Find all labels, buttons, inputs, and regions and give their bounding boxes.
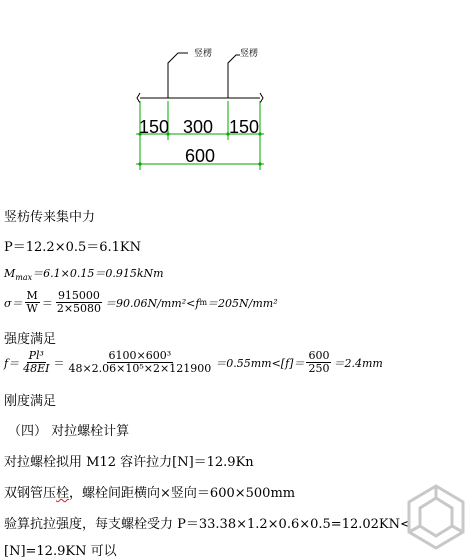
dim-300: 300 [182,117,214,137]
equation-mmax: $M_{max}=6.1\times 0.15=0.915kNm$ [4,267,164,283]
heading-concentrated-force: 竖枋传来集中力 [4,210,96,225]
equation-deflection: f＝ $\frac{\text{Pl³}}{48EI}$ ＝ $\frac{\text{6100×600³}}{\text{48×2.06×10⁵×2×121900}}$ ＝0.55mm<[f]＝ $\frac{600}{250}$ ＝2.4mm [4,349,383,375]
bolt-spec: 对拉螺栓拟用 M12 容许拉力[N]＝12.9Kn [4,455,254,470]
watermark-logo [401,482,471,552]
label-left: 竖楞 [194,48,213,58]
stiffness-ok: 刚度满足 [4,394,57,409]
dim-150-right: 150 [228,117,260,137]
tension-check: 验算抗拉强度，每支螺栓受力 P＝33.38×1.2×0.6×0.5=12.02KN< [4,517,411,532]
leader-right [228,55,240,98]
final-result: [N]=12.9KN 可以 [4,544,117,559]
equation-p: P＝12.2×0.5＝6.1KN [4,240,142,255]
label-right: 竖楞 [240,48,259,58]
equation-sigma: σ＝ $\frac{M}{W}$ ＝ $\frac{915000}{2\times 5080}$ ＝90.06N/mm²<f m ＝205N/mm² [4,289,278,315]
bolt-spacing: 双钢管压栓，螺栓间距横向×竖向＝600×500mm [4,486,296,501]
beam-diagram [120,35,280,195]
strength-ok: 强度满足 [4,332,57,347]
section-heading: （四） 对拉螺栓计算 [8,424,130,439]
leader-left [168,53,188,98]
dim-150-left: 150 [138,117,170,137]
dim-600: 600 [184,146,216,166]
